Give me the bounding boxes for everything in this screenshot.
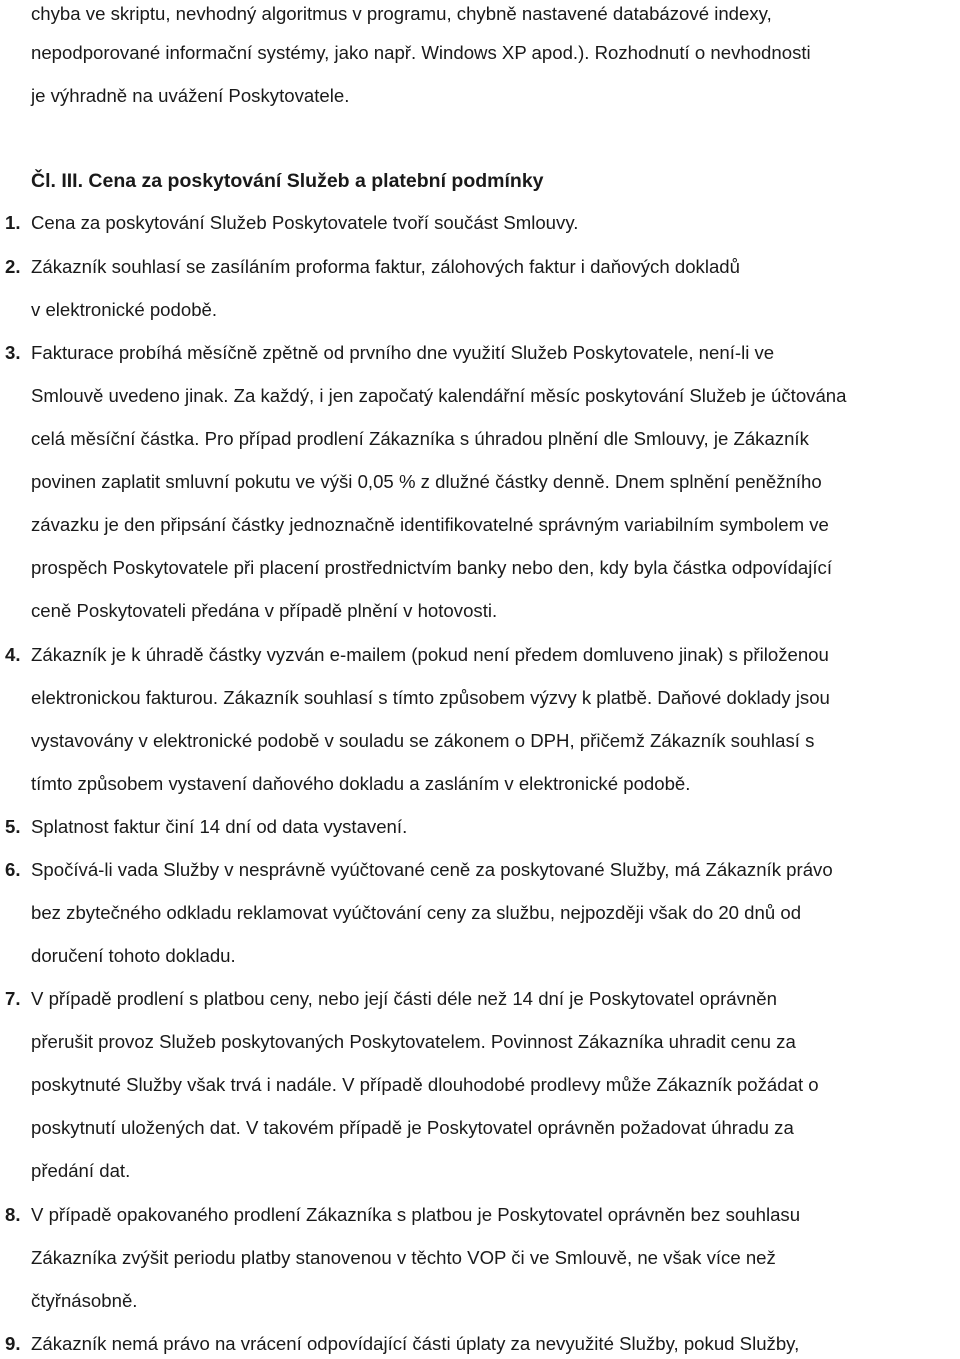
intro-line: nepodporované informační systémy, jako např. Windows XP apod.). Rozhodnutí o nevhodnosti — [31, 42, 811, 63]
item-line: povinen zaplatit smluvní pokutu ve výši 0,05 % z dlužné částky denně. Dnem splnění peněžního — [31, 471, 822, 492]
item-line: V případě prodlení s platbou ceny, nebo její části déle než 14 dní je Poskytovatel oprávněn — [31, 988, 777, 1009]
item-line: přerušit provoz Služeb poskytovaných Poskytovatelem. Povinnost Zákazníka uhradit cenu za — [31, 1031, 796, 1052]
item-line: Zákazník souhlasí se zasíláním proforma faktur, zálohových faktur i daňových dokladů — [31, 256, 740, 277]
intro-line: chyba ve skriptu, nevhodný algoritmus v programu, chybně nastavené databázové indexy, — [31, 3, 772, 24]
item-line: poskytnuté Služby však trvá i nadále. V případě dlouhodobé prodlevy může Zákazník požádat o — [31, 1074, 819, 1095]
item-number: 4. — [5, 644, 21, 665]
item-number: 5. — [5, 816, 21, 837]
item-line: tímto způsobem vystavení daňového dokladu a zasláním v elektronické podobě. — [31, 773, 691, 794]
item-number: 6. — [5, 859, 21, 880]
item-line: Zákazník je k úhradě částky vyzván e-mailem (pokud není předem domluveno jinak) s přiloženou — [31, 644, 829, 665]
intro-line: je výhradně na uvážení Poskytovatele. — [31, 85, 350, 106]
item-line: Spočívá-li vada Služby v nesprávně vyúčtované ceně za poskytované Služby, má Zákazník právo — [31, 859, 833, 880]
item-number: 8. — [5, 1204, 21, 1225]
item-line: Splatnost faktur činí 14 dní od data vystavení. — [31, 816, 408, 837]
item-line: celá měsíční částka. Pro případ prodlení Zákazníka s úhradou plnění dle Smlouvy, je Zákazník — [31, 428, 809, 449]
item-line: elektronickou fakturou. Zákazník souhlasí s tímto způsobem výzvy k platbě. Daňové doklady jsou — [31, 687, 830, 708]
item-line: v elektronické podobě. — [31, 299, 218, 320]
item-number: 9. — [5, 1333, 21, 1354]
item-line: ceně Poskytovateli předána v případě plnění v hotovosti. — [31, 600, 498, 621]
item-number: 3. — [5, 342, 21, 363]
section-heading: Čl. III. Cena za poskytování Služeb a platební podmínky — [31, 170, 544, 192]
item-line: Zákazníka zvýšit periodu platby stanovenou v těchto VOP či ve Smlouvě, ne však více než — [31, 1247, 776, 1268]
item-line: doručení tohoto dokladu. — [31, 945, 236, 966]
item-line: bez zbytečného odkladu reklamovat vyúčtování ceny za službu, nejpozději však do 20 dnů od — [31, 902, 802, 923]
item-number: 1. — [5, 212, 21, 233]
item-line: závazku je den připsání částky jednoznačně identifikovatelné správným variabilním symbolem ve — [31, 514, 829, 535]
item-line: prospěch Poskytovatele při placení prostřednictvím banky nebo den, kdy byla částka odpovídající — [31, 557, 833, 578]
item-line: poskytnutí uložených dat. V takovém případě je Poskytovatel oprávněn požadovat úhradu za — [31, 1117, 794, 1138]
item-line: čtyřnásobně. — [31, 1290, 138, 1311]
item-number: 2. — [5, 256, 21, 277]
item-line: předání dat. — [31, 1160, 131, 1181]
item-line: vystavovány v elektronické podobě v souladu se zákonem o DPH, přičemž Zákazník souhlasí s — [31, 730, 815, 751]
item-line: Smlouvě uvedeno jinak. Za každý, i jen započatý kalendářní měsíc poskytování Služeb je účtována — [31, 385, 847, 406]
item-line: V případě opakovaného prodlení Zákazníka s platbou je Poskytovatel oprávněn bez souhlasu — [31, 1204, 801, 1225]
item-line: Fakturace probíhá měsíčně zpětně od prvního dne využití Služeb Poskytovatele, není-li ve — [31, 342, 775, 363]
item-number: 7. — [5, 988, 21, 1009]
item-line: Cena za poskytování Služeb Poskytovatele tvoří součást Smlouvy. — [31, 212, 579, 233]
item-line: Zákazník nemá právo na vrácení odpovídající části úplaty za nevyužité Služby, pokud Služby, — [31, 1333, 800, 1354]
